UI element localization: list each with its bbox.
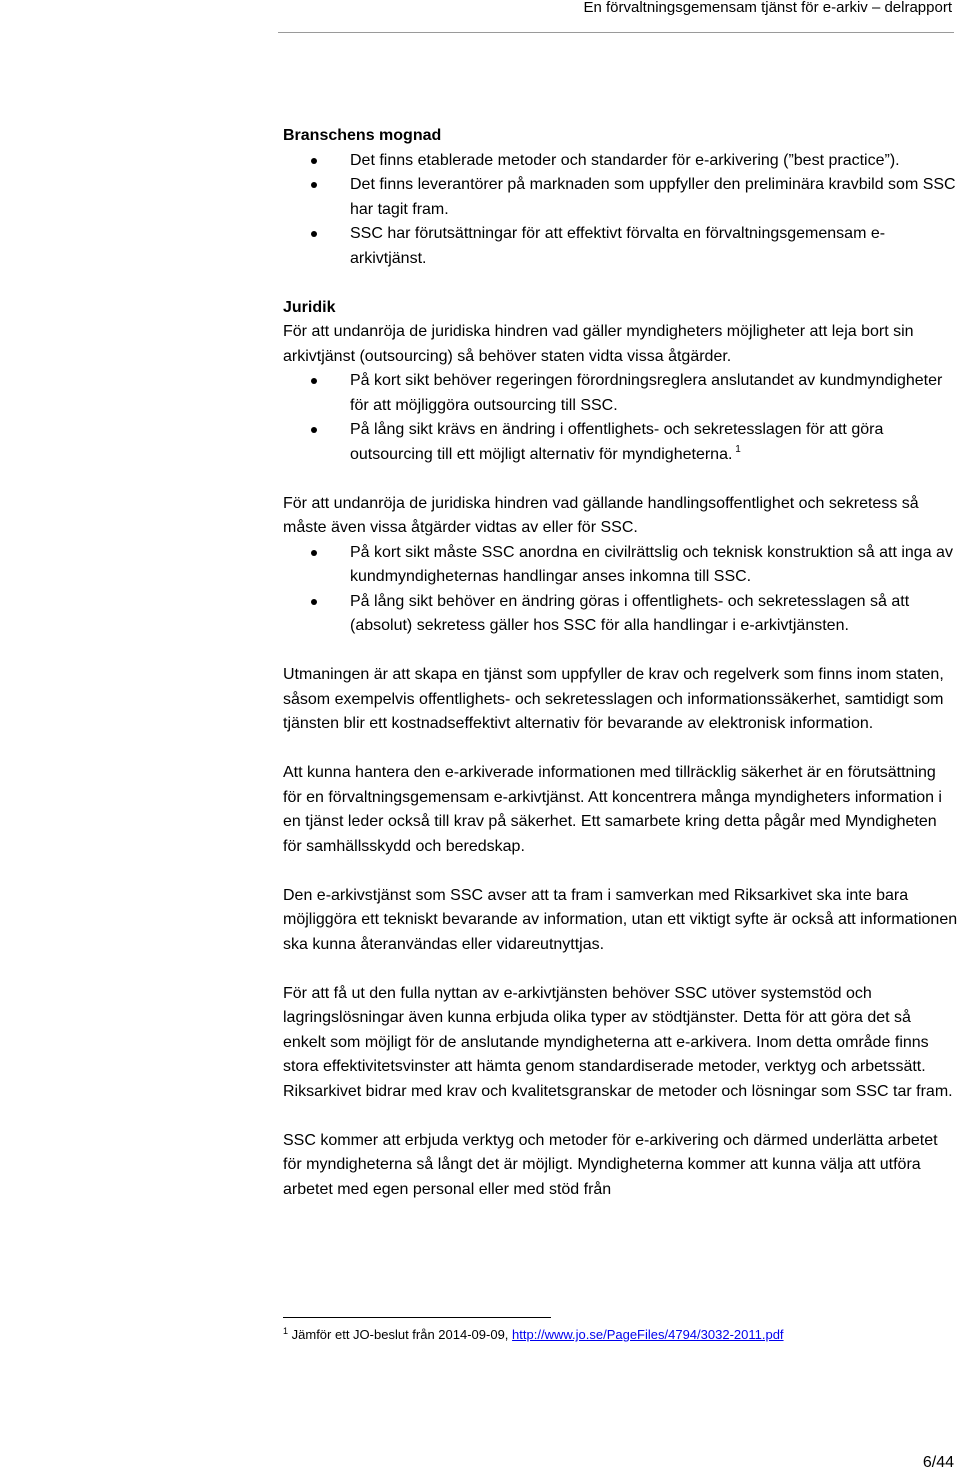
paragraph-spacer bbox=[283, 859, 958, 884]
bullet-icon bbox=[311, 231, 317, 237]
bullet-text: På lång sikt behöver en ändring göras i offentlighets- och sekretesslagen så att (absolut) sekretess gäller hos SSC för alla handlingar i e-arkivtjänsten. bbox=[350, 592, 910, 634]
footnote-text: Jämför ett JO-beslut från 2014-09-09, bbox=[291, 1327, 509, 1342]
document-body bbox=[283, 124, 958, 1202]
body-paragraph: SSC kommer att erbjuda verktyg och metoder för e-arkivering och därmed underlätta arbetet för myndigheterna så långt det är möjligt. Myndigheterna kommer att kunna välja att utföra arbetet med egen personal eller med stöd från bbox=[283, 1131, 938, 1198]
body-paragraph: För att få ut den fulla nyttan av e-arkivtjänsten behöver SSC utöver systemstöd och lagringslösningar även kunna erbjuda olika typer av stödtjänster. Detta för att göra det så enkelt som möjligt för de anslutande myndigheterna att e-arkivera. Inom detta område finns stora effektivitetsvinster att hämta genom standardiserade metoder, verktyg och arbetssätt. Riksarkivet bidrar med krav och kvalitetsgranskar de metoder och lösningar som SSC tar fram. bbox=[283, 984, 953, 1100]
footnote-reference[interactable]: 1 bbox=[735, 443, 741, 455]
list-item bbox=[283, 541, 958, 590]
footnote-number: 1 bbox=[283, 1326, 289, 1336]
bullet-icon bbox=[311, 378, 317, 384]
juridik-second-paragraph: För att undanröja de juridiska hindren vad gällande handlingsoffentlighet och sekretess så måste även vissa åtgärder vidtas av eller för SSC. bbox=[283, 494, 919, 536]
list-item bbox=[283, 173, 958, 222]
bullet-icon bbox=[311, 599, 317, 605]
bullet-text: På kort sikt behöver regeringen förordningsreglera anslutandet av kundmyndigheter för att möjliggöra outsourcing till SSC. bbox=[350, 372, 943, 414]
paragraph-spacer bbox=[283, 1104, 958, 1129]
bullet-text: Det finns etablerade metoder och standarder för e-arkivering (”best practice”). bbox=[350, 151, 900, 169]
bullet-icon bbox=[311, 158, 317, 164]
paragraph-spacer bbox=[283, 957, 958, 982]
list-item bbox=[283, 590, 958, 639]
list-item bbox=[283, 418, 958, 467]
header-divider bbox=[278, 32, 954, 33]
page-number: 6/44 bbox=[922, 1454, 954, 1471]
body-paragraph: Utmaningen är att skapa en tjänst som uppfyller de krav och regelverk som finns inom staten, såsom exempelvis offentlighets- och sekretesslagen och informationssäkerhet, samtidigt som tjänsten blir ett kostnadseffektivt alternativ för bevarande av elektronisk information. bbox=[283, 666, 944, 732]
footnote-link[interactable]: http://www.jo.se/PageFiles/4794/3032-2011.pdf bbox=[512, 1327, 784, 1342]
bullet-icon bbox=[311, 427, 317, 433]
juridik-intro-paragraph: För att undanröja de juridiska hindren vad gäller myndigheters möjligheter att leja bort sin arkivtjänst (outsourcing) så behöver staten vidta vissa åtgärder. bbox=[283, 323, 914, 365]
bullet-list-juridik-sekretess bbox=[283, 541, 958, 639]
paragraph-spacer bbox=[283, 737, 958, 762]
running-header: En förvaltningsgemensam tjänst för e-arkiv – delrapport bbox=[583, 0, 952, 16]
list-item bbox=[283, 222, 958, 271]
bullet-text: På lång sikt krävs en ändring i offentlighets- och sekretesslagen för att göra outsourcing till ett möjligt alternativ för myndigheterna. bbox=[350, 421, 884, 463]
bullet-icon bbox=[311, 550, 317, 556]
bullet-list-branschens-mognad bbox=[283, 149, 958, 272]
section-heading-juridik: Juridik bbox=[283, 298, 336, 316]
bullet-text: På kort sikt måste SSC anordna en civilrättslig och teknisk konstruktion så att inga av kundmyndigheternas handlingar anses inkomna till SSC. bbox=[350, 543, 953, 585]
body-paragraph: Den e-arkivstjänst som SSC avser att ta fram i samverkan med Riksarkivet ska inte bara möjliggöra ett tekniskt bevarande av information, utan ett viktigt syfte är också att informationen ska kunna återanvändas eller vidareutnyttjas. bbox=[283, 886, 958, 953]
footnote-divider bbox=[283, 1317, 551, 1318]
paragraph-spacer bbox=[283, 639, 958, 664]
section-heading-branschens-mognad: Branschens mognad bbox=[283, 127, 442, 144]
bullet-list-juridik bbox=[283, 369, 958, 467]
list-item bbox=[283, 149, 958, 174]
footnote bbox=[283, 1326, 784, 1344]
bullet-text: Det finns leverantörer på marknaden som uppfyller den preliminära kravbild som SSC har tagit fram. bbox=[350, 176, 956, 218]
list-item bbox=[283, 369, 958, 418]
bullet-icon bbox=[311, 182, 317, 188]
body-paragraph: Att kunna hantera den e-arkiverade informationen med tillräcklig säkerhet är en förutsättning för en förvaltningsgemensam e-arkivtjänst. Att koncentrera många myndigheters information i en tjänst leder också till krav på säkerhet. Ett samarbete kring detta pågår med Myndigheten för samhällsskydd och beredskap. bbox=[283, 764, 942, 855]
bullet-text: SSC har förutsättningar för att effektivt förvalta en förvaltningsgemensam e-arkivtjänst. bbox=[350, 225, 886, 267]
paragraph-spacer bbox=[283, 271, 958, 296]
paragraph-spacer bbox=[283, 467, 958, 492]
